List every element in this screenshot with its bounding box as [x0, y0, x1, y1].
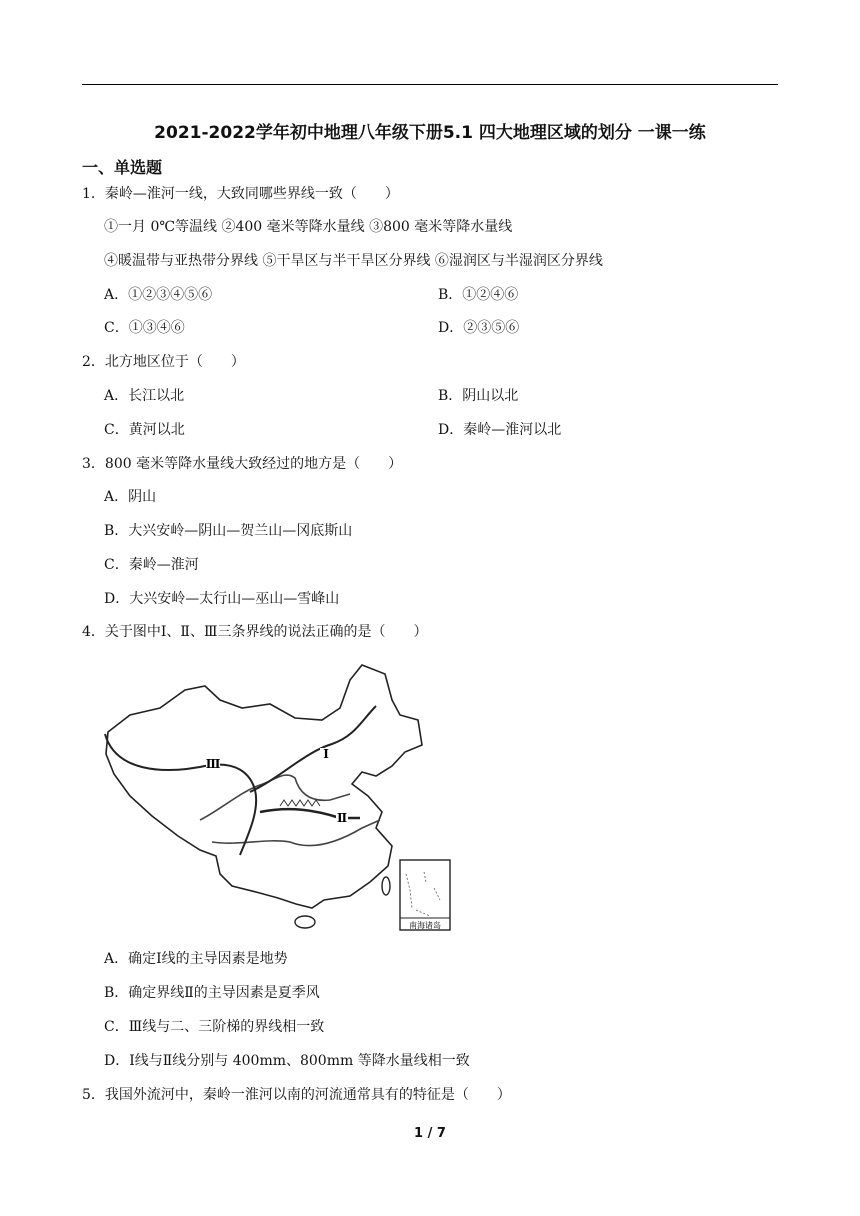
- question-1-option-b[interactable]: B．①②④⑥: [438, 287, 519, 303]
- question-1-option-c[interactable]: C．①③④⑥: [104, 320, 185, 336]
- question-4-option-c[interactable]: C．Ⅲ线与二、三阶梯的界线相一致: [104, 1019, 325, 1035]
- china-outline: [106, 665, 422, 908]
- question-1-option-a[interactable]: A．①②③④⑤⑥: [104, 287, 213, 303]
- question-3-stem: 3．800 毫米等降水量线大致经过的地方是（ ）: [82, 456, 403, 472]
- question-3-option-a[interactable]: A．阴山: [104, 489, 157, 505]
- page-number: 1 / 7: [414, 1126, 446, 1141]
- line-2-label: Ⅱ: [336, 811, 348, 825]
- question-2-option-c[interactable]: C．黄河以北: [104, 422, 185, 438]
- question-3-option-d[interactable]: D．大兴安岭—太行山—巫山—雪峰山: [104, 591, 340, 607]
- question-5-stem: 5．我国外流河中，秦岭一淮河以南的河流通常具有的特征是（ ）: [82, 1087, 511, 1103]
- hainan-island: [295, 916, 315, 928]
- question-2-stem: 2．北方地区位于（ ）: [82, 354, 245, 370]
- question-4-stem: 4．关于图中Ⅰ、Ⅱ、Ⅲ三条界线的说法正确的是（ ）: [82, 624, 428, 640]
- line-3-label: Ⅲ: [205, 757, 221, 771]
- taiwan-island: [382, 877, 390, 895]
- question-1-stem: 1．秦岭—淮河一线，大致同哪些界线一致（ ）: [82, 186, 399, 202]
- question-3-option-c[interactable]: C．秦岭—淮河: [104, 557, 199, 573]
- question-1-statements-1: ①一月 0℃等温线 ②400 毫米等降水量线 ③800 毫米等降水量线: [104, 219, 513, 235]
- question-2-option-d[interactable]: D．秦岭—淮河以北: [438, 422, 562, 438]
- question-2-option-b[interactable]: B．阴山以北: [438, 388, 519, 404]
- question-1-option-d[interactable]: D．②③⑤⑥: [438, 320, 520, 336]
- question-3-option-b[interactable]: B．大兴安岭—阴山—贺兰山—冈底斯山: [104, 523, 353, 539]
- question-1-statements-2: ④暖温带与亚热带分界线 ⑤干旱区与半干旱区分界线 ⑥湿润区与半湿润区分界线: [104, 253, 603, 269]
- south-sea-inset: [400, 860, 450, 930]
- question-2-option-a[interactable]: A．长江以北: [104, 388, 185, 404]
- inset-label: 南海诸岛: [409, 921, 441, 930]
- page-title: 2021-2022学年初中地理八年级下册5.1 四大地理区域的划分 一课一练: [154, 123, 706, 143]
- section-heading: 一、单选题: [82, 158, 163, 177]
- question-4-option-a[interactable]: A．确定Ⅰ线的主导因素是地势: [104, 951, 288, 967]
- china-boundary-map: [100, 660, 480, 935]
- header-rule: [82, 84, 778, 85]
- question-4-option-d[interactable]: D．Ⅰ线与Ⅱ线分别与 400mm、800mm 等降水量线相一致: [104, 1053, 470, 1069]
- question-4-option-b[interactable]: B．确定界线Ⅱ的主导因素是夏季风: [104, 985, 320, 1001]
- line-1-label: Ⅰ: [323, 747, 329, 761]
